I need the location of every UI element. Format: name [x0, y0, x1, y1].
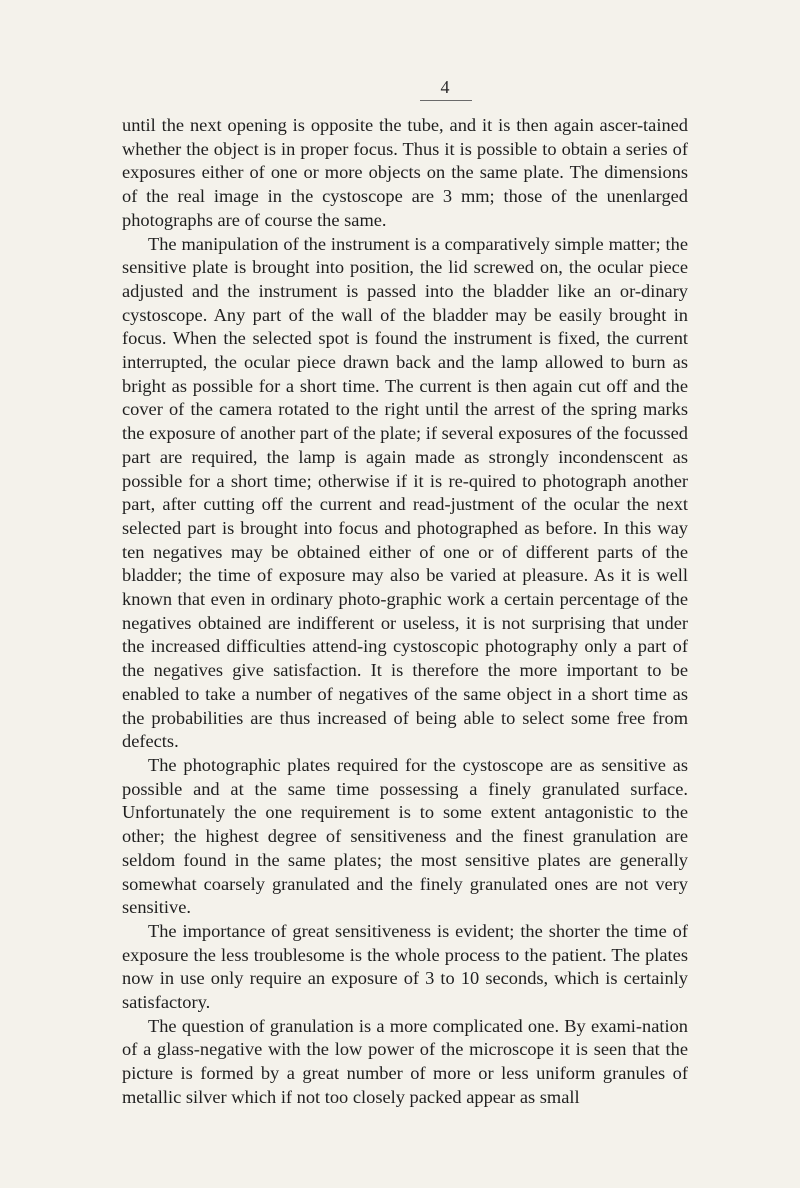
- page-number: 4: [440, 77, 450, 97]
- paragraph-manipulation: The manipulation of the instrument is a comparatively simple matter; the sensitive plate is brought into position, the lid screwed on, the ocular piece adjusted and the instrument is passed into the bladder like an or-dinary cystoscope. Any part of the wall of the bladder may be easily brought in focus. When the selected spot is found the instrument is fixed, the current interrupted, the ocular piece drawn back and the lamp allowed to burn as bright as possible for a short time. The current is then again cut off and the cover of the camera rotated to the right until the arrest of the spring marks the exposure of another part of the plate; if several exposures of the focussed part are required, the lamp is again made as strongly incondenscent as possible for a short time; otherwise if it is re-quired to photograph another part, after cutting off the current and read-justment of the ocular the next selected part is brought into focus and photographed as before. In this way ten negatives may be obtained either of one or of different parts of the bladder; the time of exposure may also be varied at pleasure. As it is well known that even in ordinary photo-graphic work a certain percentage of the negatives obtained are indifferent or useless, it is not surprising that under the increased difficulties attend-ing cystoscopic photography only a part of the negatives give satisfaction. It is therefore the more important to be enabled to take a number of negatives of the same object in a short time as the probabilities are thus increased of being able to select some free from defects.: [122, 233, 688, 752]
- paragraph-granulation: The question of granulation is a more complicated one. By exami-nation of a glass-negative with the low power of the microscope it is seen that the picture is formed by a great number of more or less uniform granules of metallic silver which if not too closely packed appear as small: [122, 1015, 688, 1107]
- header-rule: [420, 100, 472, 101]
- paragraph-photographic-plates: The photographic plates required for the cystoscope are as sensitive as possible and at the same time possessing a finely granulated surface. Unfortunately the one requirement is to some extent antagonistic to the other; the highest degree of sensitiveness and the finest granulation are seldom found in the same plates; the most sensitive plates are generally somewhat coarsely granulated and the finely granulated ones are not very sensitive.: [122, 754, 688, 918]
- body-text: [122, 114, 688, 1110]
- paragraph-continuation: until the next opening is opposite the tube, and it is then again ascer-tained whether the object is in proper focus. Thus it is possible to obtain a series of exposures either of one or more objects on the same plate. The dimensions of the real image in the cystoscope are 3 mm; those of the unenlarged photographs are of course the same.: [122, 115, 688, 230]
- paragraph-sensitiveness: The importance of great sensitiveness is evident; the shorter the time of exposure the less troublesome is the whole process to the patient. The plates now in use only require an exposure of 3 to 10 seconds, which is certainly satisfactory.: [122, 920, 688, 1013]
